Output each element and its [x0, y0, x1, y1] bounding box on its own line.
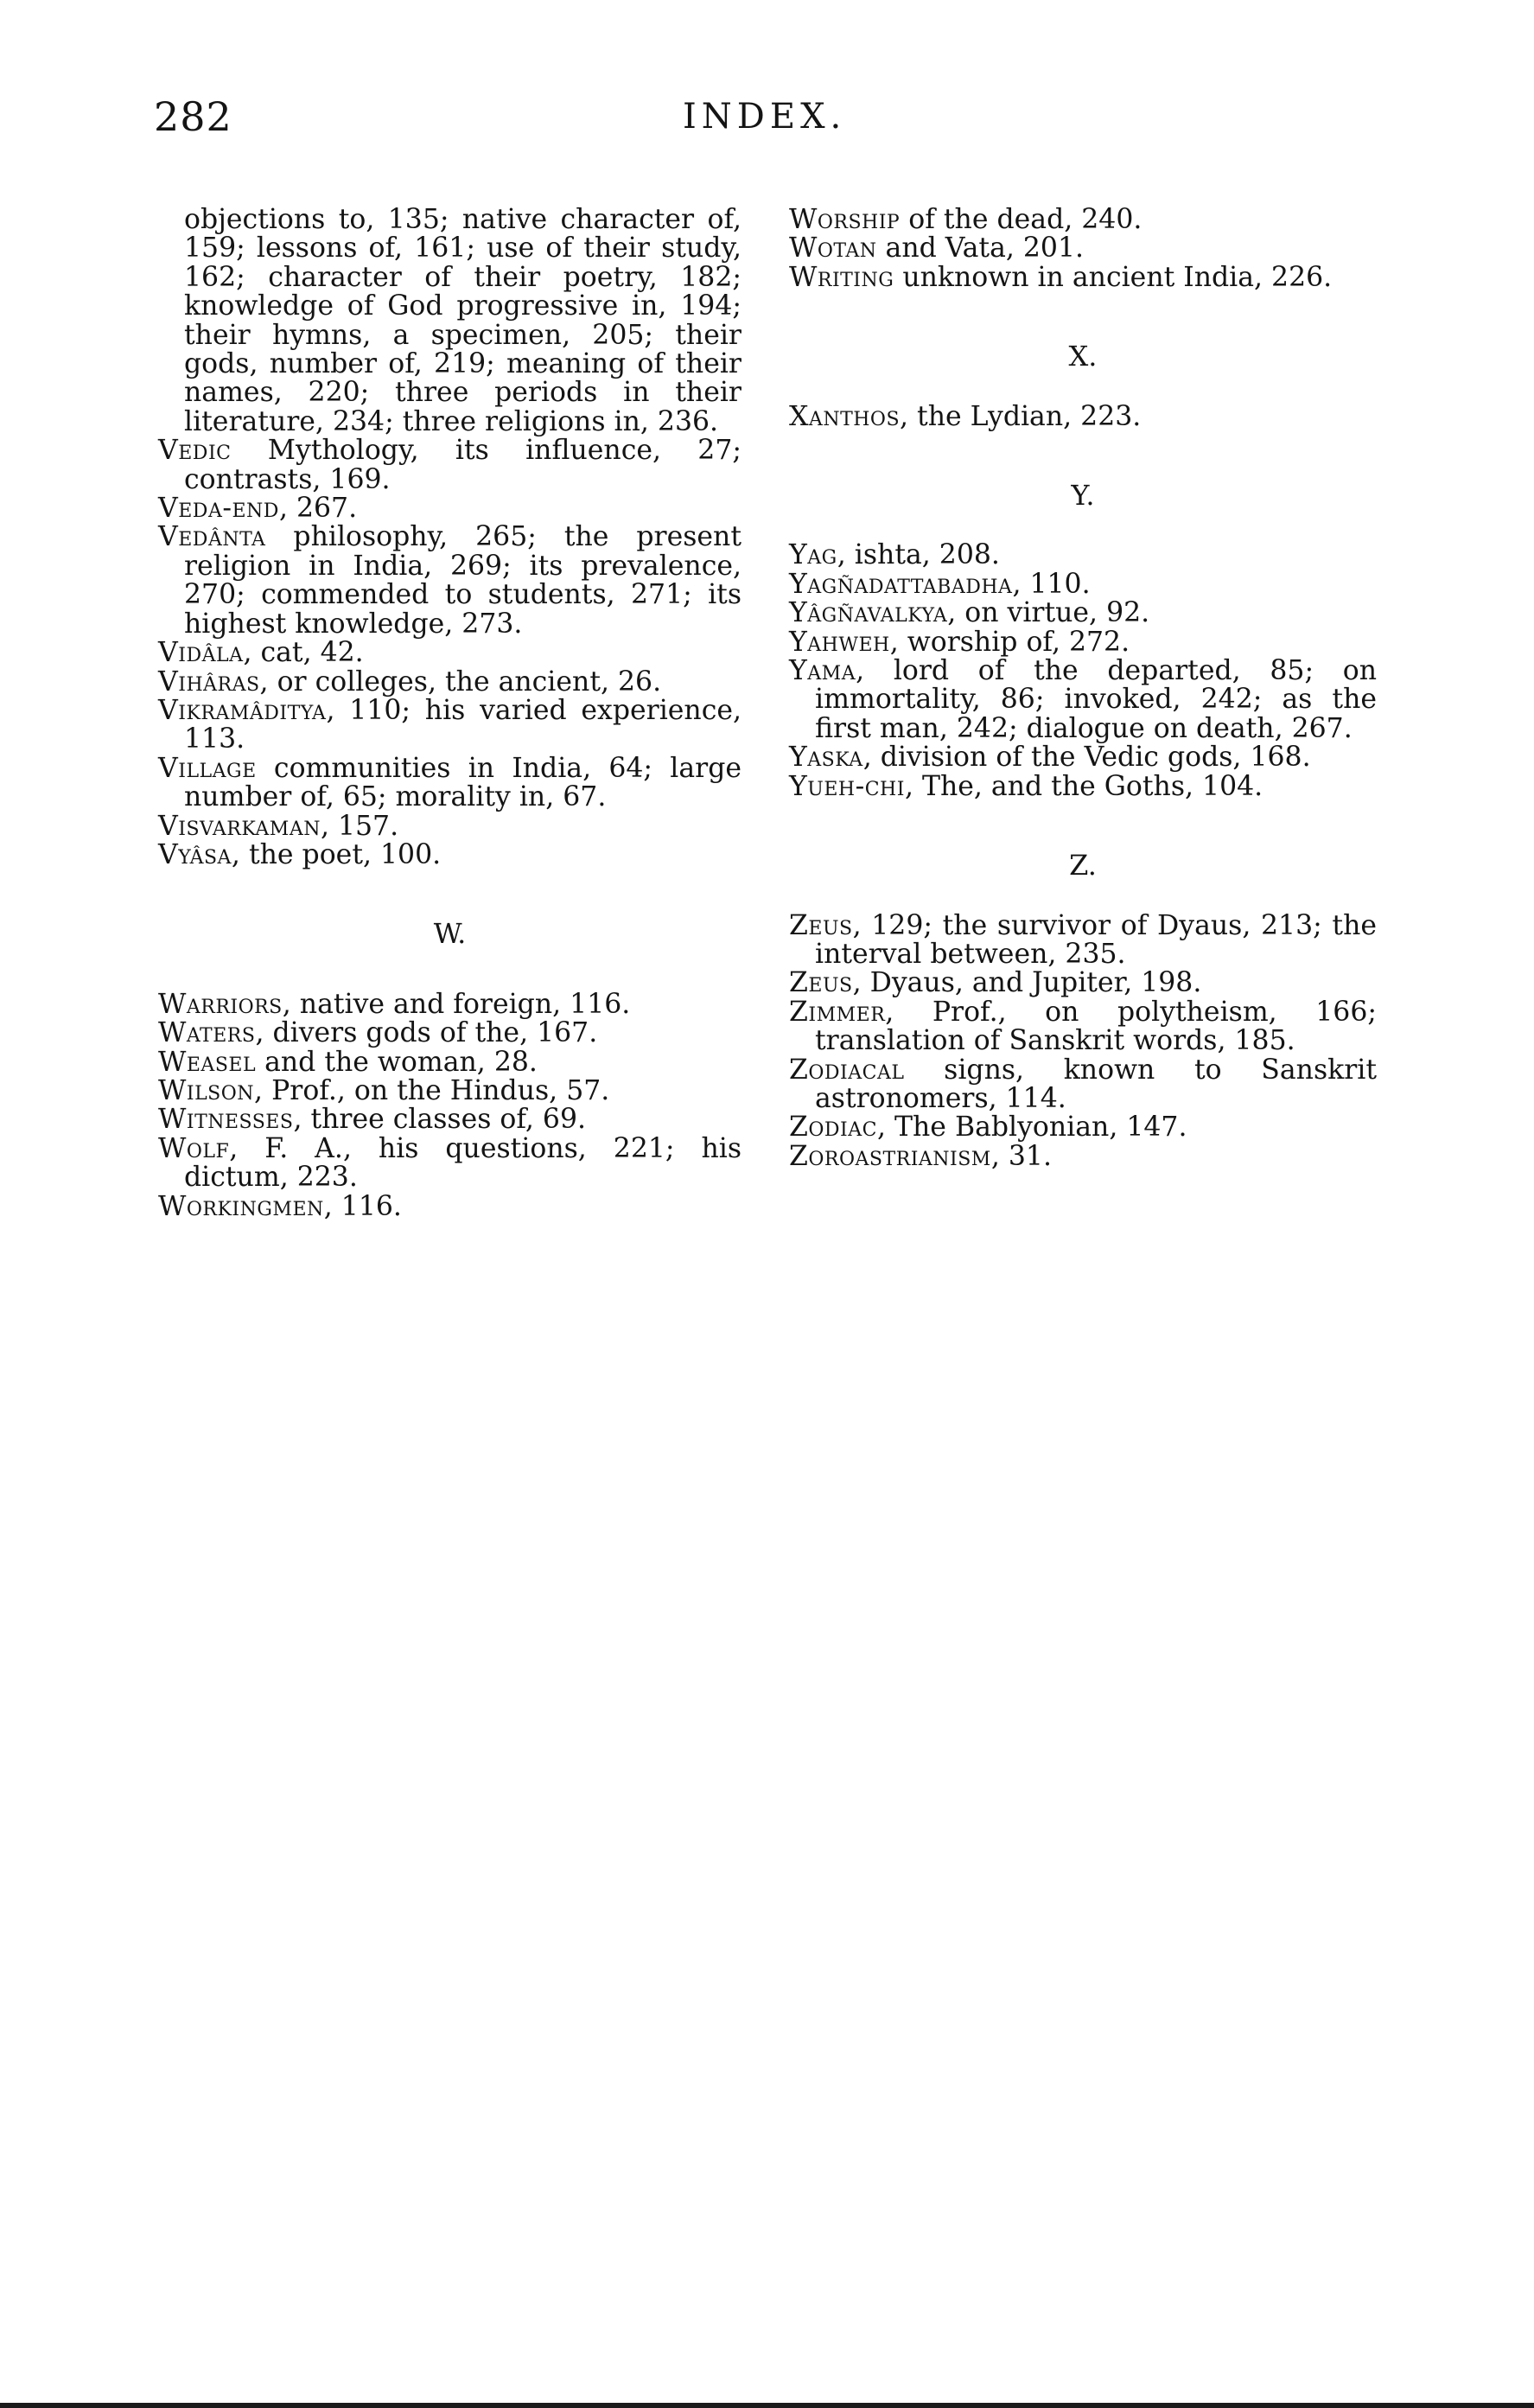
index-entry: [789, 541, 1377, 570]
entry-headword: Zeus: [789, 909, 853, 941]
w-entries-continued: [789, 206, 1377, 292]
entry-headword: Yagñadattabadha: [789, 568, 1013, 600]
entry-text: , native and foreign, 116.: [282, 988, 631, 1020]
entry-headword: Veda-end: [158, 493, 279, 525]
index-entry: [158, 1048, 742, 1077]
index-entry: [789, 770, 1377, 802]
entry-text: , Prof., on polytheism, 166; translation of Sanskrit words, 185.: [815, 996, 1377, 1057]
entry-headword: Visvarkaman: [158, 810, 321, 842]
index-entry: [158, 668, 742, 697]
index-entry: [789, 657, 1377, 743]
entry-text: of the dead, 240.: [900, 204, 1143, 235]
index-entry: [158, 752, 742, 813]
entry-headword: Workingmen: [158, 1190, 324, 1222]
entry-headword: Vikramâditya: [158, 694, 327, 726]
index-entry: [158, 639, 742, 667]
entry-headword: Vedânta: [158, 521, 266, 553]
w-entries: [158, 988, 742, 1222]
index-entry: [789, 599, 1377, 627]
index-entry: [789, 234, 1377, 263]
index-entry: [789, 998, 1377, 1056]
entry-text: philosophy, 265; the present religion in India, 269; its prevalence, 270; commended to students, 271; its highest knowledge, 273.: [184, 521, 742, 640]
section-spacer: [789, 881, 1377, 912]
entry-text: , worship of, 272.: [889, 626, 1130, 658]
index-entry: [158, 694, 742, 755]
entry-text: , on virtue, 92.: [947, 597, 1150, 629]
entry-text: , The Bablyonian, 147.: [876, 1112, 1187, 1143]
entry-headword: Yama: [789, 655, 856, 687]
entry-text: , 116.: [323, 1190, 402, 1222]
entry-text: , or colleges, the ancient, 26.: [259, 666, 662, 698]
right-column: [789, 206, 1377, 1171]
entry-headword: Wotan: [789, 233, 877, 264]
entry-text: , divers gods of the, 167.: [255, 1017, 598, 1049]
entry-text: , the poet, 100.: [231, 838, 442, 870]
entry-headword: Yaska: [789, 742, 863, 774]
entry-headword: Yahweh: [789, 626, 890, 658]
index-entry: [789, 570, 1377, 599]
v-entries: [158, 436, 742, 870]
section-spacer: [789, 292, 1377, 342]
section-spacer: [158, 949, 742, 991]
entry-headword: Worship: [789, 204, 901, 235]
entry-headword: Wilson: [158, 1074, 255, 1106]
index-entry: [789, 628, 1377, 657]
section-letter-z: Z.: [1069, 849, 1097, 882]
entry-headword: Yâgñavalkya: [789, 597, 948, 629]
index-entry: [158, 1074, 742, 1106]
left-column: [158, 206, 742, 1221]
entry-text: , 110.: [1012, 568, 1091, 600]
section-spacer: [789, 801, 1377, 851]
entry-text: , Prof., on the Hindus, 57.: [254, 1074, 610, 1106]
entry-text: communities in India, 64; large number of, 65; morality in, 67.: [184, 752, 742, 813]
index-entry: [158, 1105, 742, 1134]
index-entry: [158, 494, 742, 523]
entry-text: , The, and the Goths, 104.: [904, 770, 1263, 802]
x-entries: [789, 400, 1377, 432]
index-entry: [158, 1019, 742, 1048]
entry-headword: Zeus: [789, 967, 853, 999]
index-entry: [158, 988, 742, 1020]
entry-headword: Waters: [158, 1017, 256, 1049]
continued-entry: objections to, 135; native character of, 159; lessons of, 161; use of their study, 162; character of their poetry, 182; knowledge of God progressive in, 194; their hymns, a specimen, 205; their gods, number of, 219; meaning of their names, 220; three periods in their literature, 234; three religions in, 236.: [184, 204, 742, 437]
index-entry: [789, 400, 1377, 432]
entry-headword: Yueh-chi: [789, 770, 905, 802]
section-spacer: [158, 870, 742, 920]
entry-headword: Village: [158, 752, 257, 784]
index-entry: [789, 743, 1377, 772]
index-entry: [158, 523, 742, 639]
entry-text: , 129; the survivor of Dyaus, 213; the interval between, 235.: [815, 909, 1377, 970]
entry-headword: Zodiac: [789, 1112, 877, 1143]
entry-text: , 110; his varied experience, 113.: [184, 694, 742, 755]
section-spacer: [789, 510, 1377, 541]
entry-text: , 157.: [320, 810, 399, 842]
entry-text: , Dyaus, and Jupiter, 198.: [852, 967, 1202, 999]
section-spacer: [789, 431, 1377, 481]
z-entries: [789, 909, 1377, 1172]
entry-text: and Vata, 201.: [876, 233, 1085, 264]
section-letter-y: Y.: [1071, 479, 1095, 513]
entry-text: unknown in ancient India, 226.: [894, 261, 1333, 293]
entry-text: and the woman, 28.: [256, 1046, 538, 1078]
entry-headword: Warriors: [158, 988, 283, 1020]
entry-headword: Vidâla: [158, 637, 244, 669]
entry-headword: Zoroastrianism: [789, 1140, 991, 1172]
entry-headword: Zimmer: [789, 996, 886, 1028]
entry-headword: Witnesses: [158, 1104, 294, 1136]
index-entry: [158, 1132, 742, 1194]
entry-text: , ishta, 208.: [837, 539, 1000, 571]
entry-headword: Vihâras: [158, 666, 260, 698]
index-entry: [158, 1190, 742, 1222]
entry-text: , F. A., his questions, 221; his dictum, 223.: [184, 1132, 742, 1194]
index-entry: [789, 206, 1377, 234]
index-entry: [789, 909, 1377, 970]
running-head: INDEX.: [683, 97, 847, 137]
page-number: 282: [154, 93, 232, 140]
entry-text: , 31.: [990, 1140, 1052, 1172]
section-spacer: [789, 372, 1377, 403]
index-entry: [158, 838, 742, 870]
index-entry: [789, 1140, 1377, 1172]
index-entry: [789, 261, 1377, 293]
entry-headword: Zodiacal: [789, 1054, 905, 1086]
index-entry: [789, 969, 1377, 997]
entry-text: , three classes of, 69.: [293, 1104, 587, 1136]
entry-headword: Weasel: [158, 1046, 257, 1078]
index-entry: [789, 1056, 1377, 1114]
entry-text: , division of the Vedic gods, 168.: [862, 742, 1311, 774]
entry-text: , cat, 42.: [243, 637, 364, 669]
entry-text: , 267.: [278, 493, 358, 525]
entry-headword: Vedic: [158, 435, 232, 467]
scan-bottom-edge: [0, 2403, 1534, 2408]
y-entries: [789, 541, 1377, 801]
index-entry: [158, 436, 742, 494]
entry-headword: Yag: [789, 539, 837, 571]
index-entry: [158, 812, 742, 841]
section-letter-w: W.: [433, 917, 467, 951]
index-entry: [789, 1113, 1377, 1142]
entry-headword: Xanthos: [789, 400, 901, 432]
entry-headword: Writing: [789, 261, 894, 293]
entry-headword: Vyâsa: [158, 838, 232, 870]
entry-headword: Wolf: [158, 1132, 230, 1164]
section-letter-x: X.: [1068, 340, 1098, 373]
entry-text: Mythology, its influence, 27; contrasts, 169.: [184, 435, 742, 495]
entry-text: , lord of the departed, 85; on immortality, 86; invoked, 242; as the first man, 242; dialogue on death, 267.: [815, 655, 1377, 744]
entry-text: , the Lydian, 223.: [900, 400, 1142, 432]
entry-text: signs, known to Sanskrit astronomers, 114.: [815, 1054, 1377, 1114]
